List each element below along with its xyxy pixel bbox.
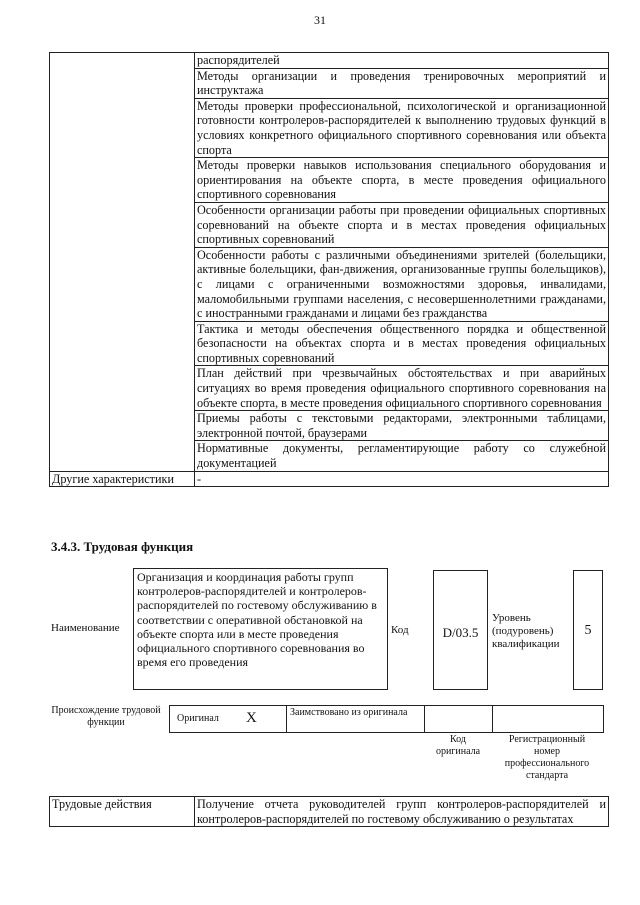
original-code-caption: Код оригинала	[435, 734, 481, 757]
table-cell: Приемы работы с текстовыми редакторами, электронными таблицами, электронной почтой, браузерами	[195, 411, 609, 441]
name-label: Наименование	[51, 622, 120, 634]
origin-label: Происхождение трудовой функции	[51, 705, 161, 728]
table-cell: Методы организации и проведения тренировочных мероприятий и инструктажа	[195, 68, 609, 98]
original-mark: X	[246, 710, 257, 726]
original-cell	[169, 705, 287, 733]
table-cell: Методы проверки навыков использования специального оборудования и ориентирования на объекте спорта, в месте проведения официального спортивного соревнования	[195, 158, 609, 203]
table-row	[50, 797, 609, 827]
registration-number-caption: Регистрационный номер профессионального стандарта	[504, 734, 590, 781]
other-characteristics-label: Другие характеристики	[50, 471, 195, 487]
function-name-box: Организация и координация работы групп контролеров-распорядителей и контролеров-распорядителей по гостевому обслуживанию в соответствии с оперативной обстановкой на объекте спорта или в месте проведения официального спортивного соревнования во время его проведения	[133, 568, 388, 690]
section-heading: 3.4.3. Трудовая функция	[51, 539, 194, 554]
table-cell: Методы проверки профессиональной, психологической и организационной готовности контролеров-распорядителей к выполнению трудовых функций в условиях конкретного официального спортивного соревнования или объекта спорта	[195, 98, 609, 157]
actions-table	[49, 796, 609, 827]
level-label: Уровень (подуровень) квалификации	[492, 612, 560, 650]
table-cell: Тактика и методы обеспечения общественного порядка и общественной безопасности на объектах спорта и в местах проведения официальных спортивных соревнований	[195, 321, 609, 366]
page-number: 31	[314, 13, 326, 27]
table-row	[50, 471, 609, 487]
table-label-cell	[50, 53, 195, 472]
table-cell: Особенности организации работы при проведении официальных спортивных соревнований на объекте спорта и в местах проведения официальных спортивных соревнований	[195, 202, 609, 247]
registration-number-cell	[492, 705, 604, 733]
original-code-cell	[424, 705, 493, 733]
function-code-box: D/03.5	[433, 570, 488, 690]
table-row	[50, 53, 609, 69]
table-cell: Нормативные документы, регламентирующие работу со служебной документацией	[195, 441, 609, 471]
table-cell: Особенности работы с различными объединениями зрителей (болельщики, активные болельщики, фан-движения, организованные группы болельщиков), с лицами с ограниченными возможностями здоровья, инвалидами, маломобильными группами населения, с несовершеннолетними гражданами, с иностранными гражданами и лицами без гражданства	[195, 247, 609, 321]
actions-label: Трудовые действия	[50, 797, 195, 827]
borrowed-label: Заимствовано из оригинала	[290, 707, 408, 718]
table-cell: распорядителей	[195, 53, 609, 69]
code-label: Код	[391, 624, 409, 636]
other-characteristics-value: -	[195, 471, 609, 487]
table-cell: Получение отчета руководителей групп контролеров-распорядителей и контролеров-распорядителей по гостевому обслуживанию о результатах	[195, 797, 609, 827]
borrowed-cell	[286, 705, 425, 733]
original-label: Оригинал	[177, 713, 219, 724]
table-cell: План действий при чрезвычайных обстоятельствах и при аварийных ситуациях во время проведения официального спортивного соревнования на объекте спорта, в месте проведения официального спортивного соревнования	[195, 366, 609, 411]
qualification-level-box: 5	[573, 570, 603, 690]
requirements-table	[49, 52, 609, 487]
